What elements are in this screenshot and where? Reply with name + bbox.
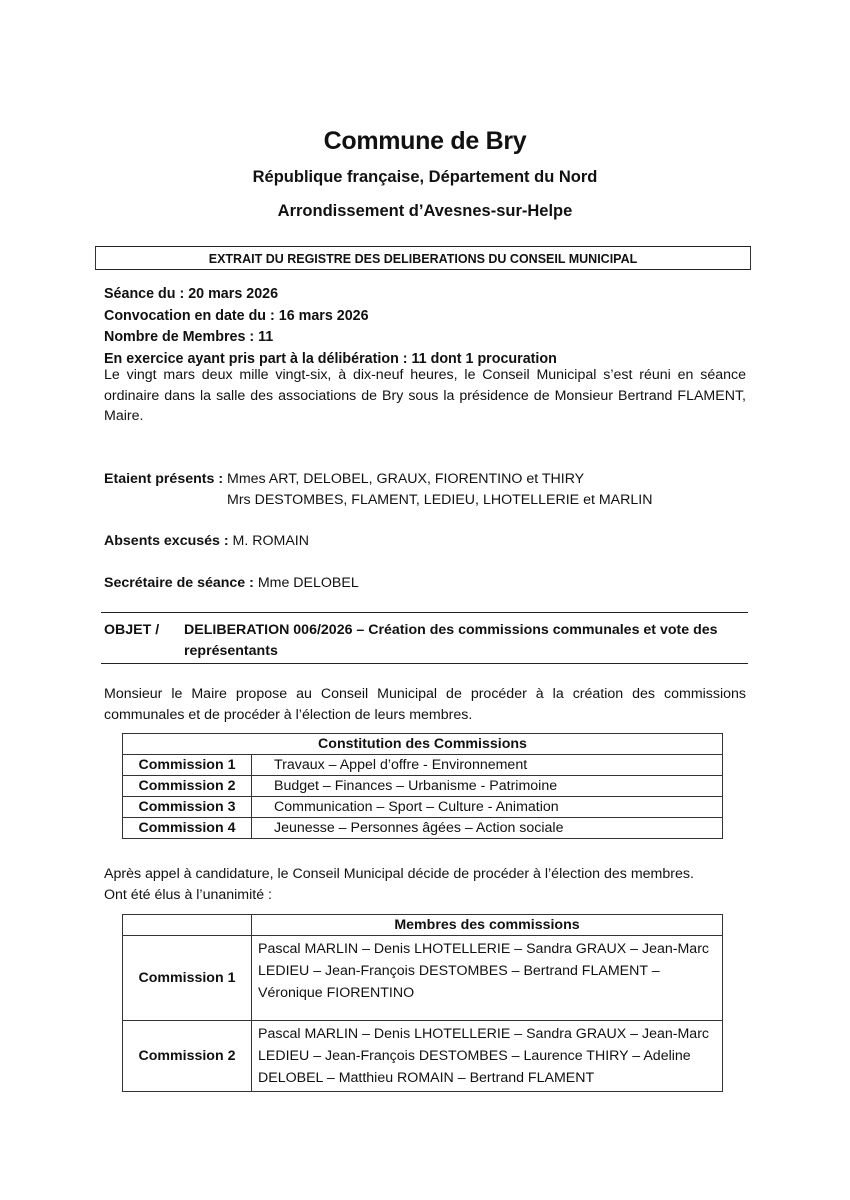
secretaire-value: Mme DELOBEL [257, 575, 359, 591]
presents-women: Mmes ART, DELOBEL, GRAUX, FIORENTINO et THIRY [227, 471, 585, 487]
table-row [123, 755, 723, 776]
absents-line [104, 531, 309, 552]
member-count: Nombre de Membres : 11 [104, 329, 274, 345]
objet-label: OBJET / [104, 622, 160, 638]
table-row [123, 1021, 723, 1092]
convocation-date: Convocation en date du : 16 mars 2026 [104, 307, 369, 324]
proposal-paragraph: Monsieur le Maire propose au Conseil Municipal de procéder à la création des commissions communales et de procéder à l’élection de leurs membres. [104, 686, 746, 723]
commission-desc: Travaux – Appel d’offre - Environnement [252, 755, 723, 776]
absents-label: Absents excusés : [104, 533, 229, 549]
absents-value: M. ROMAIN [232, 533, 309, 549]
table-row [123, 776, 723, 797]
seance-date: Séance du : 20 mars 2026 [104, 286, 279, 302]
commission-name: Commission 1 [123, 936, 252, 1021]
session-meta [104, 284, 557, 370]
commission-desc: Jeunesse – Personnes âgées – Action sociale [252, 818, 723, 839]
election-paragraph: Après appel à candidature, le Conseil Municipal décide de procéder à l’élection des membres. Ont été élus à l’unanimité : [104, 866, 694, 903]
document-title: Commune de Bry [323, 127, 527, 155]
commission-members: Pascal MARLIN – Denis LHOTELLERIE – Sandra GRAUX – Jean-Marc LEDIEU – Jean-François DESTOMBES – Bertrand FLAMENT – Véronique FIORENTINO [252, 936, 723, 1021]
table-row [123, 797, 723, 818]
objet-bottom-rule [101, 663, 748, 664]
commission-name: Commission 2 [123, 776, 252, 797]
extract-banner: EXTRAIT DU REGISTRE DES DELIBERATIONS DU CONSEIL MUNICIPAL [95, 246, 751, 270]
constitution-table [122, 733, 723, 839]
intro-paragraph: Le vingt mars deux mille vingt-six, à dix-neuf heures, le Conseil Municipal s’est réuni en séance ordinaire dans la salle des associations de Bry sous la présidence de Monsieur Bertrand FLAMENT, Maire. [104, 367, 746, 424]
table-row [123, 818, 723, 839]
commission-desc: Communication – Sport – Culture - Animation [252, 797, 723, 818]
commission-desc: Budget – Finances – Urbanisme - Patrimoine [252, 776, 723, 797]
objet-top-rule [101, 612, 748, 613]
presents-line-1 [104, 469, 584, 490]
document-subtitle-arrondissement: Arrondissement d’Avesnes-sur-Helpe [277, 202, 573, 220]
commission-name: Commission 4 [123, 818, 252, 839]
members-header: Membres des commissions [252, 915, 723, 936]
secretaire-label: Secrétaire de séance : [104, 575, 254, 591]
presents-label: Etaient présents : [104, 471, 224, 487]
members-table [122, 914, 723, 1092]
commission-name: Commission 3 [123, 797, 252, 818]
document-subtitle-region: République française, Département du Nord [252, 168, 598, 186]
secretaire-line [104, 573, 359, 594]
commission-members: Pascal MARLIN – Denis LHOTELLERIE – Sandra GRAUX – Jean-Marc LEDIEU – Jean-François DESTOMBES – Laurence THIRY – Adeline DELOBEL – Matthieu ROMAIN – Bertrand FLAMENT [252, 1021, 723, 1092]
members-header-empty [123, 915, 252, 936]
constitution-header: Constitution des Commissions [123, 734, 723, 755]
commission-name: Commission 1 [123, 755, 252, 776]
table-row [123, 936, 723, 1021]
participation-count: En exercice ayant pris part à la délibération : 11 dont 1 procuration [104, 350, 557, 367]
objet-value: DELIBERATION 006/2026 – Création des commissions communales et vote des représentants [184, 622, 718, 659]
presents-men: Mrs DESTOMBES, FLAMENT, LEDIEU, LHOTELLERIE et MARLIN [227, 492, 653, 508]
commission-name: Commission 2 [123, 1021, 252, 1092]
